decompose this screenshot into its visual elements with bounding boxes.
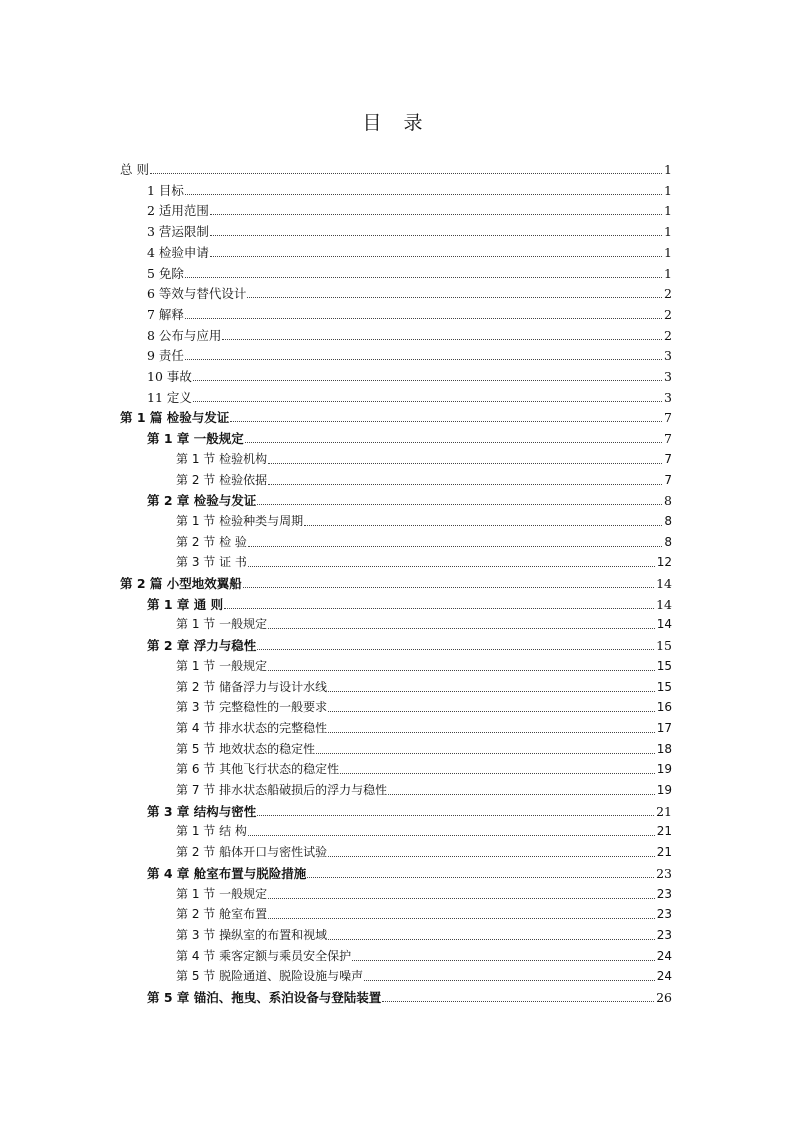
toc-entry-label: 第 2 节 检验依据 (176, 472, 268, 487)
toc-entry-label: 总 则 (120, 162, 149, 177)
toc-entry[interactable] (147, 304, 672, 322)
dot-leader (268, 669, 655, 671)
toc-entry-label: 第 3 章 结构与密性 (147, 803, 257, 819)
toc-entry-label: 1 目标 (147, 182, 184, 198)
toc-entry-label: 第 1 章 一般规定 (147, 431, 244, 447)
toc-entry[interactable] (176, 470, 672, 488)
toc-entry-page-number: 17 (656, 720, 672, 735)
toc-entry[interactable] (120, 573, 672, 591)
dot-leader (193, 379, 662, 381)
toc-entry-page-number: 15 (656, 658, 672, 673)
toc-entry-label: 第 5 节 地效状态的稳定性 (176, 741, 316, 756)
toc-entry[interactable] (147, 863, 672, 881)
toc-entry-label: 第 4 章 舱室布置与脱险措施 (147, 865, 307, 881)
toc-entry[interactable] (176, 780, 672, 798)
dot-leader (328, 710, 655, 712)
toc-entry-label: 6 等效与替代设计 (147, 286, 247, 302)
toc-entry-label: 7 解释 (147, 306, 184, 322)
dot-leader (245, 441, 662, 443)
toc-entry-page-number: 7 (664, 431, 672, 447)
toc-entry-label: 第 1 篇 检验与发证 (120, 410, 230, 426)
toc-entry-page-number: 3 (664, 348, 672, 364)
toc-entry-page-number: 21 (656, 824, 672, 839)
dot-leader (222, 338, 662, 340)
toc-entry-label: 10 事故 (147, 369, 192, 384)
toc-entry[interactable] (176, 739, 672, 757)
dot-leader (328, 855, 655, 857)
toc-entry[interactable] (147, 345, 672, 363)
dot-leader (257, 648, 654, 650)
toc-entry-page-number: 14 (656, 596, 672, 612)
dot-leader (224, 607, 654, 609)
toc-entry-page-number: 12 (656, 555, 672, 570)
toc-entry-label: 第 1 节 检验机构 (176, 451, 268, 466)
toc-entry[interactable] (147, 987, 672, 1005)
toc-entry[interactable] (176, 449, 672, 467)
toc-entry-page-number: 2 (664, 306, 672, 322)
toc-entry[interactable] (147, 325, 672, 343)
dot-leader (268, 917, 655, 919)
toc-entry-page-number: 23 (656, 927, 672, 942)
dot-leader (150, 172, 662, 174)
toc-entry-label: 第 3 节 完整稳性的一般要求 (176, 700, 328, 715)
toc-entry[interactable] (147, 180, 672, 198)
dot-leader (185, 276, 662, 278)
toc-entry[interactable] (176, 677, 672, 695)
toc-entry[interactable] (120, 159, 672, 177)
toc-entry-page-number: 2 (664, 327, 672, 343)
toc-entry[interactable] (176, 904, 672, 922)
toc-entry-page-number: 7 (664, 472, 672, 487)
toc-entry-page-number: 21 (656, 845, 672, 860)
dot-leader (364, 979, 655, 981)
toc-entry-page-number: 15 (656, 638, 672, 654)
dot-leader (304, 524, 662, 526)
toc-entry-label: 第 1 节 检验种类与周期 (176, 513, 304, 528)
dot-leader (328, 938, 655, 940)
dot-leader (257, 503, 662, 505)
dot-leader (185, 193, 662, 195)
dot-leader (316, 752, 655, 754)
toc-entry[interactable] (176, 552, 672, 570)
toc-entry[interactable] (147, 366, 672, 384)
toc-entry[interactable] (176, 718, 672, 736)
toc-entry-label: 第 6 节 其他飞行状态的稳定性 (176, 762, 340, 777)
toc-entry-label: 第 4 节 排水状态的完整稳性 (176, 720, 328, 735)
toc-entry[interactable] (176, 697, 672, 715)
toc-entry[interactable] (176, 759, 672, 777)
toc-entry[interactable] (176, 842, 672, 860)
toc-entry[interactable] (147, 801, 672, 819)
dot-leader (248, 565, 655, 567)
dot-leader (230, 420, 662, 422)
toc-entry-label: 2 适用范围 (147, 203, 209, 219)
toc-entry[interactable] (147, 200, 672, 218)
toc-entry[interactable] (176, 925, 672, 943)
dot-leader (248, 545, 662, 547)
toc-entry-label: 第 1 节 一般规定 (176, 886, 268, 901)
toc-entry-page-number: 16 (656, 700, 672, 715)
dot-leader (268, 897, 655, 899)
toc-entry-page-number: 14 (656, 576, 672, 591)
dot-leader (382, 1000, 654, 1002)
toc-entry-page-number: 21 (656, 803, 672, 819)
dot-leader (210, 213, 662, 215)
toc-entry-page-number: 1 (664, 224, 672, 240)
toc-entry-page-number: 18 (656, 741, 672, 756)
toc-entry-label: 第 2 篇 小型地效翼船 (120, 576, 242, 591)
toc-entry[interactable] (120, 407, 672, 425)
toc-entry-page-number: 3 (664, 369, 672, 384)
toc-entry-label: 第 2 节 检 验 (176, 534, 247, 549)
toc-entry-label: 第 2 节 船体开口与密性试验 (176, 845, 328, 860)
dot-leader (210, 255, 662, 257)
toc-entry[interactable] (176, 614, 672, 632)
toc-entry-label: 第 5 节 脱险通道、脱险设施与噪声 (176, 969, 364, 984)
dot-leader (268, 462, 662, 464)
toc-entry-label: 第 1 节 结 构 (176, 824, 247, 839)
toc-entry-label: 第 7 节 排水状态船破损后的浮力与稳性 (176, 783, 388, 797)
toc-entry-page-number: 23 (656, 865, 672, 881)
toc-entry-page-number: 1 (664, 162, 672, 177)
dot-leader (248, 834, 655, 836)
toc-entry-label: 第 1 节 一般规定 (176, 617, 268, 632)
toc-entry-label: 第 3 节 操纵室的布置和视域 (176, 927, 328, 942)
toc-entry-label: 第 1 节 一般规定 (176, 658, 268, 673)
toc-entry-label: 9 责任 (147, 348, 184, 364)
toc-entry-page-number: 24 (656, 969, 672, 984)
toc-entry[interactable] (176, 821, 672, 839)
toc-entry-page-number: 24 (656, 948, 672, 963)
toc-entry[interactable] (176, 966, 672, 984)
dot-leader (257, 814, 654, 816)
dot-leader (268, 483, 662, 485)
toc-entry-page-number: 23 (656, 907, 672, 922)
toc-entry-page-number: 14 (656, 617, 672, 632)
toc-entry-page-number: 19 (656, 762, 672, 777)
page-title: 目 录 (362, 112, 431, 134)
toc-entry-page-number: 23 (656, 886, 672, 901)
toc-entry[interactable] (147, 594, 672, 612)
toc-entry-label: 第 2 章 检验与发证 (147, 493, 257, 509)
dot-leader (328, 690, 655, 692)
toc-entry[interactable] (176, 511, 672, 529)
toc-entry-page-number: 15 (656, 679, 672, 694)
toc-entry-page-number: 1 (664, 265, 672, 281)
toc-entry[interactable] (147, 221, 672, 239)
dot-leader (185, 317, 662, 319)
dot-leader (268, 627, 655, 629)
dot-leader (307, 876, 654, 878)
toc-entry-label: 11 定义 (147, 389, 192, 405)
dot-leader (193, 400, 662, 402)
toc-entry-label: 第 5 章 锚泊、拖曳、系泊设备与登陆装置 (147, 990, 382, 1005)
dot-leader (210, 234, 662, 236)
toc-entry-page-number: 8 (664, 534, 672, 549)
toc-entry-label: 第 2 节 舱室布置 (176, 907, 268, 922)
dot-leader (185, 358, 662, 360)
toc-entry-page-number: 8 (664, 493, 672, 509)
toc-entry-label: 第 2 节 储备浮力与设计水线 (176, 679, 328, 694)
dot-leader (328, 731, 655, 733)
toc-entry-label: 5 免除 (147, 265, 184, 281)
toc-entry-page-number: 1 (664, 182, 672, 198)
toc-entry-label: 4 检验申请 (147, 244, 209, 260)
dot-leader (388, 793, 655, 795)
toc-entry-label: 第 1 章 通 则 (147, 596, 224, 612)
dot-leader (340, 772, 655, 774)
toc-entry-page-number: 1 (664, 203, 672, 219)
toc-entry-page-number: 19 (656, 783, 672, 797)
toc-entry-page-number: 2 (664, 286, 672, 302)
toc-entry[interactable] (147, 428, 672, 446)
toc-entry[interactable] (147, 387, 672, 405)
toc-entry[interactable] (147, 263, 672, 281)
toc-entry-page-number: 7 (664, 451, 672, 466)
toc-entry-page-number: 8 (664, 513, 672, 528)
toc-entry-page-number: 26 (656, 990, 672, 1005)
toc-entry[interactable] (176, 656, 672, 674)
dot-leader (243, 586, 654, 588)
toc-entry[interactable] (147, 242, 672, 260)
dot-leader (247, 296, 662, 298)
toc-entry[interactable] (176, 532, 672, 550)
toc-entry-label: 3 营运限制 (147, 224, 209, 240)
toc-entry-label: 第 4 节 乘客定额与乘员安全保护 (176, 948, 352, 963)
toc-entry[interactable] (147, 490, 672, 508)
toc-entry-page-number: 3 (664, 389, 672, 405)
toc-entry-label: 第 3 节 证 书 (176, 555, 247, 570)
toc-entry[interactable] (147, 635, 672, 653)
toc-entry-label: 第 2 章 浮力与稳性 (147, 638, 257, 654)
toc-entry[interactable] (147, 283, 672, 301)
toc-entry-label: 8 公布与应用 (147, 327, 222, 343)
toc-entry-page-number: 1 (664, 244, 672, 260)
toc-entry-page-number: 7 (664, 410, 672, 426)
toc-entry[interactable] (176, 946, 672, 964)
dot-leader (352, 959, 655, 961)
toc-entry[interactable] (176, 884, 672, 902)
